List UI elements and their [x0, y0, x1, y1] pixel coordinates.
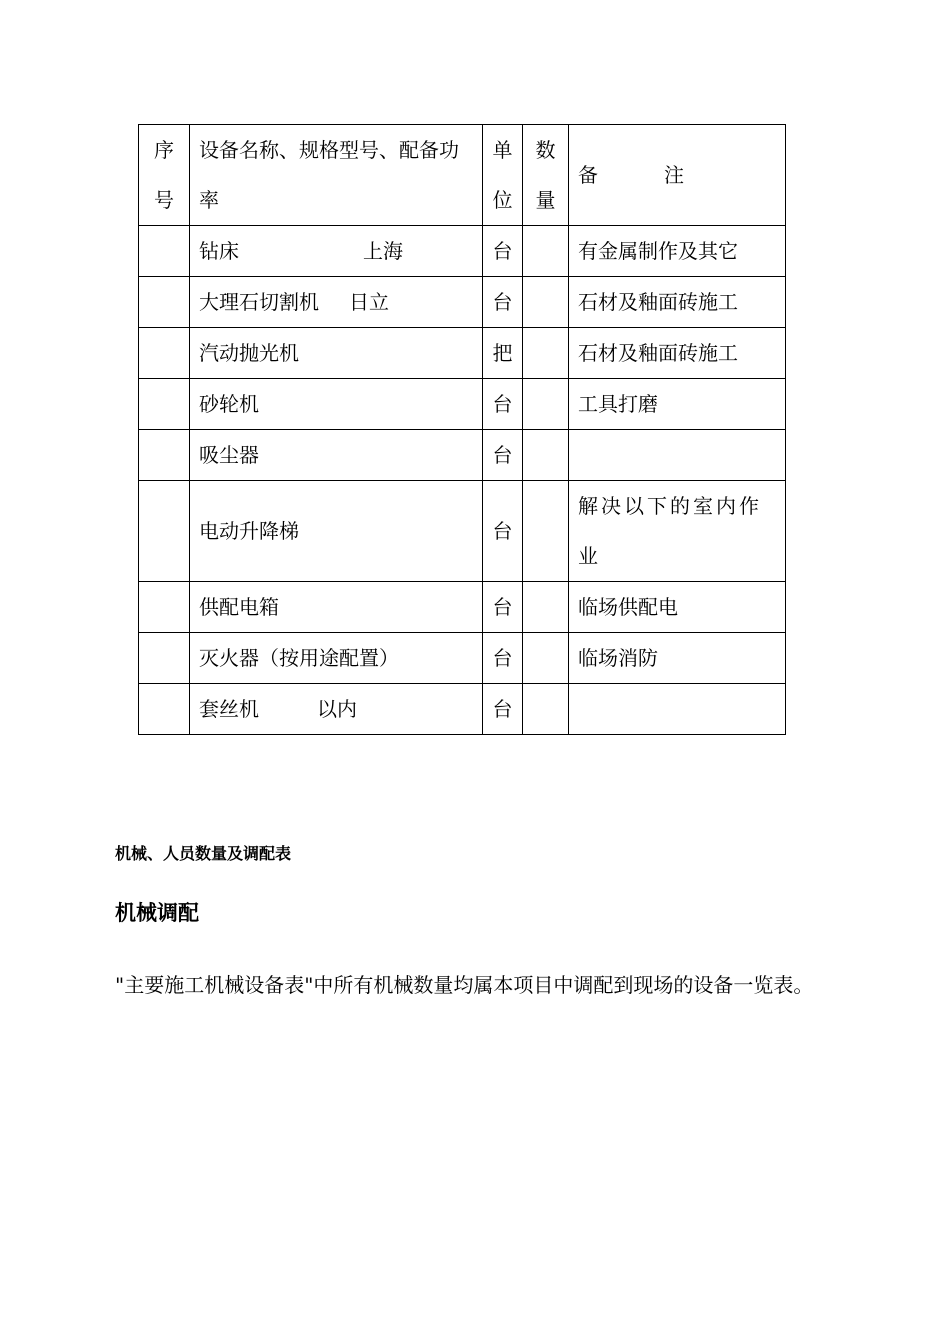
- header-remark: 备 注: [569, 125, 786, 226]
- section-title: 机械调配: [115, 901, 199, 925]
- table-row: [139, 481, 786, 582]
- cell-unit: 把: [483, 328, 523, 379]
- cell-unit: 台: [483, 633, 523, 684]
- cell-seq: [139, 430, 190, 481]
- cell-qty: [523, 481, 569, 582]
- cell-name: 吸尘器: [190, 430, 483, 481]
- cell-seq: [139, 582, 190, 633]
- cell-remark: 工具打磨: [569, 379, 786, 430]
- cell-qty: [523, 633, 569, 684]
- table-row: [139, 379, 786, 430]
- cell-seq: [139, 481, 190, 582]
- cell-qty: [523, 582, 569, 633]
- cell-seq: [139, 277, 190, 328]
- table-row: [139, 430, 786, 481]
- cell-name: 汽动抛光机: [190, 328, 483, 379]
- table-row: [139, 633, 786, 684]
- body-paragraph: "主要施工机械设备表"中所有机械数量均属本项目中调配到现场的设备一览表。: [115, 973, 814, 997]
- cell-remark: 临场供配电: [569, 582, 786, 633]
- cell-remark: 石材及釉面砖施工: [569, 277, 786, 328]
- cell-seq: [139, 684, 190, 735]
- header-qty: 数量: [523, 125, 569, 226]
- cell-unit: 台: [483, 684, 523, 735]
- cell-qty: [523, 379, 569, 430]
- cell-name: 供配电箱: [190, 582, 483, 633]
- cell-remark: 临场消防: [569, 633, 786, 684]
- cell-remark: 解决以下的室内作业: [569, 481, 786, 582]
- cell-unit: 台: [483, 582, 523, 633]
- table-header-row: [139, 125, 786, 226]
- cell-seq: [139, 328, 190, 379]
- cell-qty: [523, 328, 569, 379]
- cell-qty: [523, 277, 569, 328]
- cell-qty: [523, 430, 569, 481]
- header-name: 设备名称、规格型号、配备功率: [190, 125, 483, 226]
- cell-remark: 石材及釉面砖施工: [569, 328, 786, 379]
- cell-unit: 台: [483, 481, 523, 582]
- table-row: [139, 684, 786, 735]
- header-seq: 序号: [139, 125, 190, 226]
- cell-remark: [569, 430, 786, 481]
- cell-seq: [139, 379, 190, 430]
- cell-name: 砂轮机: [190, 379, 483, 430]
- cell-seq: [139, 226, 190, 277]
- cell-unit: 台: [483, 379, 523, 430]
- table-row: [139, 226, 786, 277]
- cell-remark: 有金属制作及其它: [569, 226, 786, 277]
- cell-remark: [569, 684, 786, 735]
- cell-name: 套丝机 以内: [190, 684, 483, 735]
- cell-unit: 台: [483, 226, 523, 277]
- table-row: [139, 582, 786, 633]
- cell-name: 电动升降梯: [190, 481, 483, 582]
- table-row: [139, 277, 786, 328]
- equipment-table: [138, 124, 786, 735]
- cell-name: 大理石切割机 日立: [190, 277, 483, 328]
- cell-qty: [523, 684, 569, 735]
- cell-name: 灭火器（按用途配置）: [190, 633, 483, 684]
- section-title-small: 机械、人员数量及调配表: [115, 844, 292, 863]
- cell-unit: 台: [483, 277, 523, 328]
- header-unit: 单位: [483, 125, 523, 226]
- table-row: [139, 328, 786, 379]
- cell-name: 钻床 上海: [190, 226, 483, 277]
- cell-qty: [523, 226, 569, 277]
- cell-seq: [139, 633, 190, 684]
- cell-unit: 台: [483, 430, 523, 481]
